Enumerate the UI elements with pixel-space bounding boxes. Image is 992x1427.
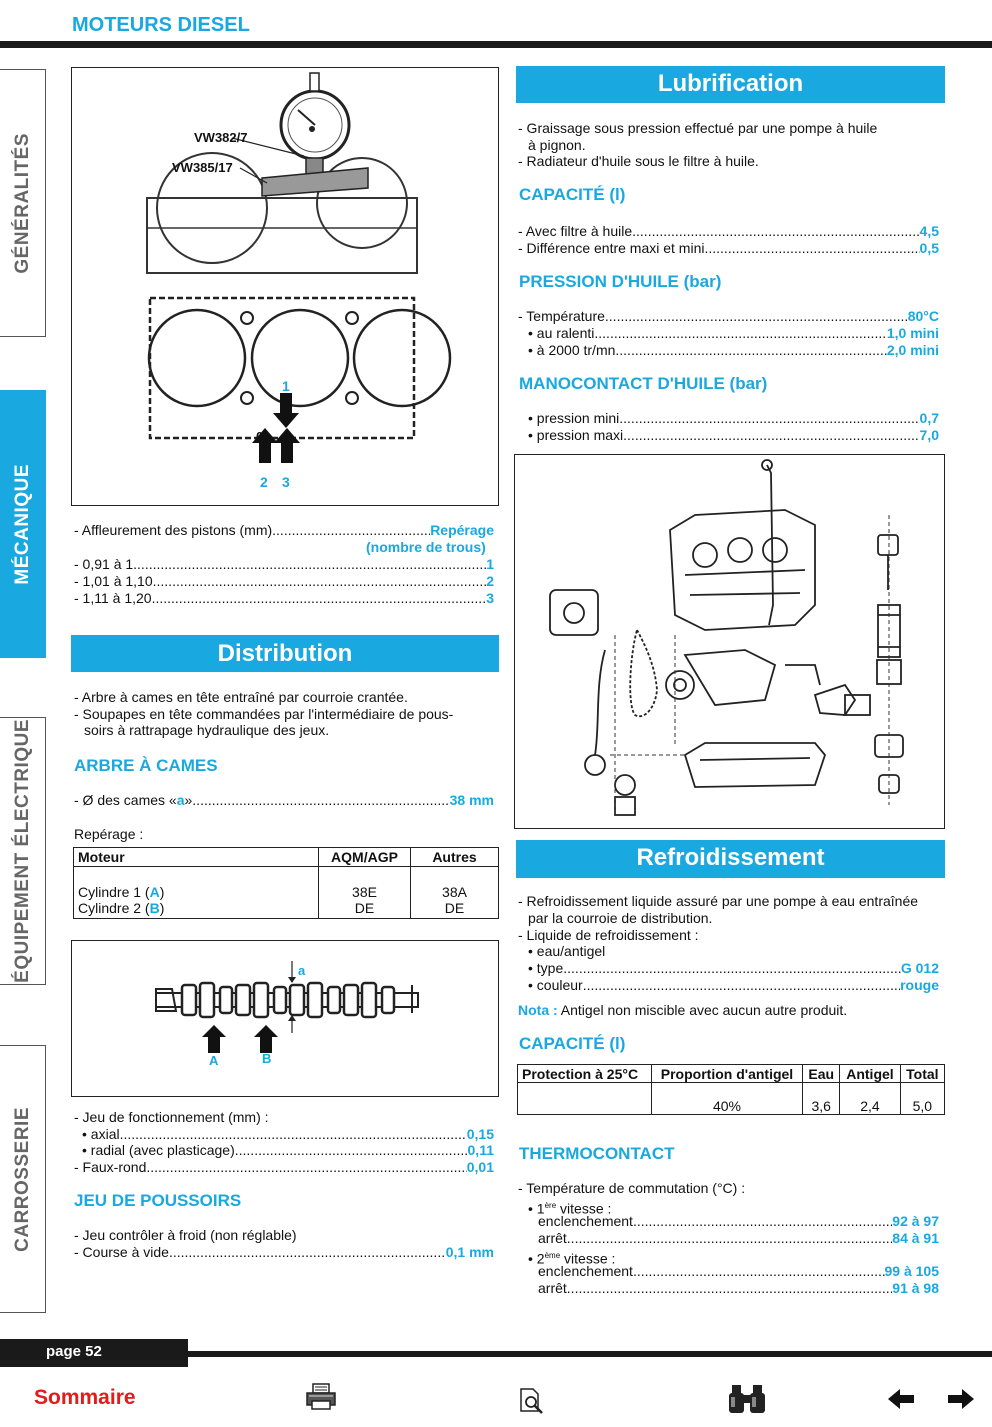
spec-row: • au ralenti ..... 1,0 mini (528, 325, 939, 342)
spec-row: - 1,01 à 1,10 ..... 2 (74, 573, 494, 590)
subheading-capacite: CAPACITÉ (l) (519, 185, 626, 204)
spec-row: • radial (avec plasticage) ..... 0,11 (82, 1142, 494, 1159)
sidebar-tab-label: MÉCANIQUE (11, 463, 33, 585)
table-header: Antigel (840, 1065, 900, 1083)
spec-row: • couleur ..... rouge (528, 977, 939, 994)
header-bar (0, 41, 992, 48)
table-header: Moteur (74, 848, 319, 867)
nota-line: Nota : Antigel non miscible avec aucun autre produit. (518, 1002, 848, 1018)
section-band-lubrification: Lubrification (516, 66, 945, 103)
text-line: par la courroie de distribution. (528, 910, 713, 926)
spec-row: enclenchement ..... 99 à 105 (538, 1263, 939, 1280)
marker-2: 2 (260, 474, 268, 490)
table-cell: 5,0 (912, 1098, 933, 1114)
subheading-arbre-a-cames: ARBRE À CAMES (74, 756, 218, 775)
text-line: - Liquide de refroidissement : (518, 927, 699, 943)
table-cell: 3,6 (803, 1083, 840, 1115)
spec-row: - Faux-rond ..... 0,01 (74, 1159, 494, 1176)
figure-lubrication-exploded (514, 454, 945, 829)
table-cell: 2,4 (840, 1083, 900, 1115)
subheading-manocontact: MANOCONTACT D'HUILE (bar) (519, 374, 768, 393)
spec-row: arrêt ..... 84 à 91 (538, 1230, 939, 1247)
table-cell: Cylindre 1 (A) (74, 867, 319, 900)
arrow-right-icon[interactable] (946, 1388, 976, 1410)
spec-value: (nombre de trous) (366, 539, 486, 555)
label-a: a (298, 963, 306, 978)
tool-label-vw38517: VW385/17 (172, 160, 233, 175)
table-header: AQM/AGP (319, 848, 411, 867)
text-line: - Graissage sous pression effectué par une pompe à huile (518, 120, 878, 136)
text-line: - Arbre à cames en tête entraîné par courroie crantée. (74, 689, 408, 705)
text-line: - Température de commutation (°C) : (518, 1180, 746, 1196)
table-header: Eau (803, 1065, 840, 1083)
table-header: Protection à 25°C (518, 1065, 652, 1083)
table-cell: DE (319, 900, 411, 919)
subheading-capacite-refroid: CAPACITÉ (l) (519, 1034, 626, 1053)
sidebar-tab-label: CARROSSERIE (11, 1106, 33, 1252)
section-band-refroidissement: Refroidissement (516, 840, 945, 878)
section-title: MOTEURS DIESEL (72, 14, 250, 36)
text-line: • 1ère vitesse : (528, 1200, 612, 1217)
spec-row: • type ..... G 012 (528, 960, 939, 977)
search-document-icon[interactable] (518, 1387, 546, 1415)
table-cell: 40% (651, 1083, 802, 1115)
spec-row: • à 2000 tr/mn ..... 2,0 mini (528, 342, 939, 359)
table-cell: Cylindre 2 (B) (74, 900, 319, 919)
text-line: - Soupapes en tête commandées par l'intermédiaire de pous- (74, 706, 454, 722)
sidebar-tab-carrosserie[interactable] (0, 1045, 46, 1313)
text-line: - Radiateur d'huile sous le filtre à huile. (518, 153, 759, 169)
hole-marker: 00 (256, 429, 271, 444)
sidebar-tab-equipement-electrique[interactable] (0, 717, 46, 985)
arrow-left-icon[interactable] (886, 1388, 916, 1410)
subheading-pression: PRESSION D'HUILE (bar) (519, 272, 722, 291)
marker-1: 1 (282, 378, 290, 394)
section-band-distribution: Distribution (71, 635, 499, 672)
spec-row: arrêt ..... 91 à 98 (538, 1280, 939, 1297)
spec-row: • pression mini. ..... 0,7 (528, 410, 939, 427)
page-number: page 52 (0, 1339, 188, 1367)
sidebar-tab-label: ÉQUIPEMENT ÉLECTRIQUE (11, 719, 33, 983)
spec-row: - Course à vide ..... 0,1 mm (74, 1244, 494, 1261)
figure-piston-protrusion (71, 67, 499, 506)
table-cell: 38E (319, 867, 411, 900)
sidebar-tab-label: GÉNÉRALITÉS (11, 132, 33, 274)
tool-label-vw3827: VW382/7 (194, 130, 248, 145)
figure-camshaft (71, 940, 499, 1097)
spec-row: - 1,11 à 1,20 ..... 3 (74, 590, 494, 607)
text-line: • 2ème vitesse : (528, 1250, 616, 1267)
spec-row: - Ø des cames «a» ..... 38 mm (74, 792, 494, 809)
sommaire-link[interactable]: Sommaire (34, 1386, 136, 1409)
table-cell: DE (444, 899, 465, 916)
subheading-thermocontact: THERMOCONTACT (519, 1144, 675, 1163)
sidebar-tab-mecanique[interactable] (0, 390, 46, 658)
marker-3: 3 (282, 474, 290, 490)
table-header: Total (906, 1065, 939, 1082)
text-line: - Refroidissement liquide assuré par une pompe à eau entraînée (518, 893, 919, 909)
spec-row: • pression maxi ..... 7,0 (528, 427, 939, 444)
label-B: B (262, 1051, 272, 1066)
text-line: - Jeu de fonctionnement (mm) : (74, 1109, 269, 1125)
text-line: Repérage : (74, 826, 144, 842)
oil-system-diagram (515, 455, 944, 828)
subheading-jeu-de-poussoirs: JEU DE POUSSOIRS (74, 1191, 242, 1210)
coolant-capacity-table (517, 1064, 945, 1115)
table-cell (518, 1083, 652, 1115)
gasket-diagram (72, 68, 498, 505)
table-header: Proportion d'antigel (651, 1065, 802, 1083)
spec-row: - Différence entre maxi et mini ..... 0,5 (518, 240, 939, 257)
binoculars-icon[interactable] (728, 1383, 766, 1415)
printer-icon[interactable] (304, 1382, 338, 1412)
text-line: soirs à rattrapage hydraulique des jeux. (84, 722, 330, 738)
spec-row: enclenchement ..... 92 à 97 (538, 1213, 939, 1230)
spec-row: • axial ..... 0,15 (82, 1126, 494, 1143)
spec-row: - 0,91 à 1 ..... 1 (74, 556, 494, 573)
text-line: • eau/antigel (528, 943, 606, 959)
spec-row: - Avec filtre à huile ..... 4,5 (518, 223, 939, 240)
text-line: - Jeu contrôler à froid (non réglable) (74, 1227, 297, 1243)
camshaft-marking-table (73, 847, 499, 919)
table-cell: 38A (442, 883, 467, 900)
sidebar-tab-generalites[interactable] (0, 69, 46, 337)
spec-row: - Affleurement des pistons (mm) ..... Repérage (74, 522, 494, 539)
text-line: à pignon. (528, 137, 586, 153)
spec-row: - Température ..... 80°C (518, 308, 939, 325)
table-header: Autres (432, 849, 477, 865)
camshaft-diagram (72, 941, 498, 1096)
label-A: A (209, 1053, 219, 1068)
